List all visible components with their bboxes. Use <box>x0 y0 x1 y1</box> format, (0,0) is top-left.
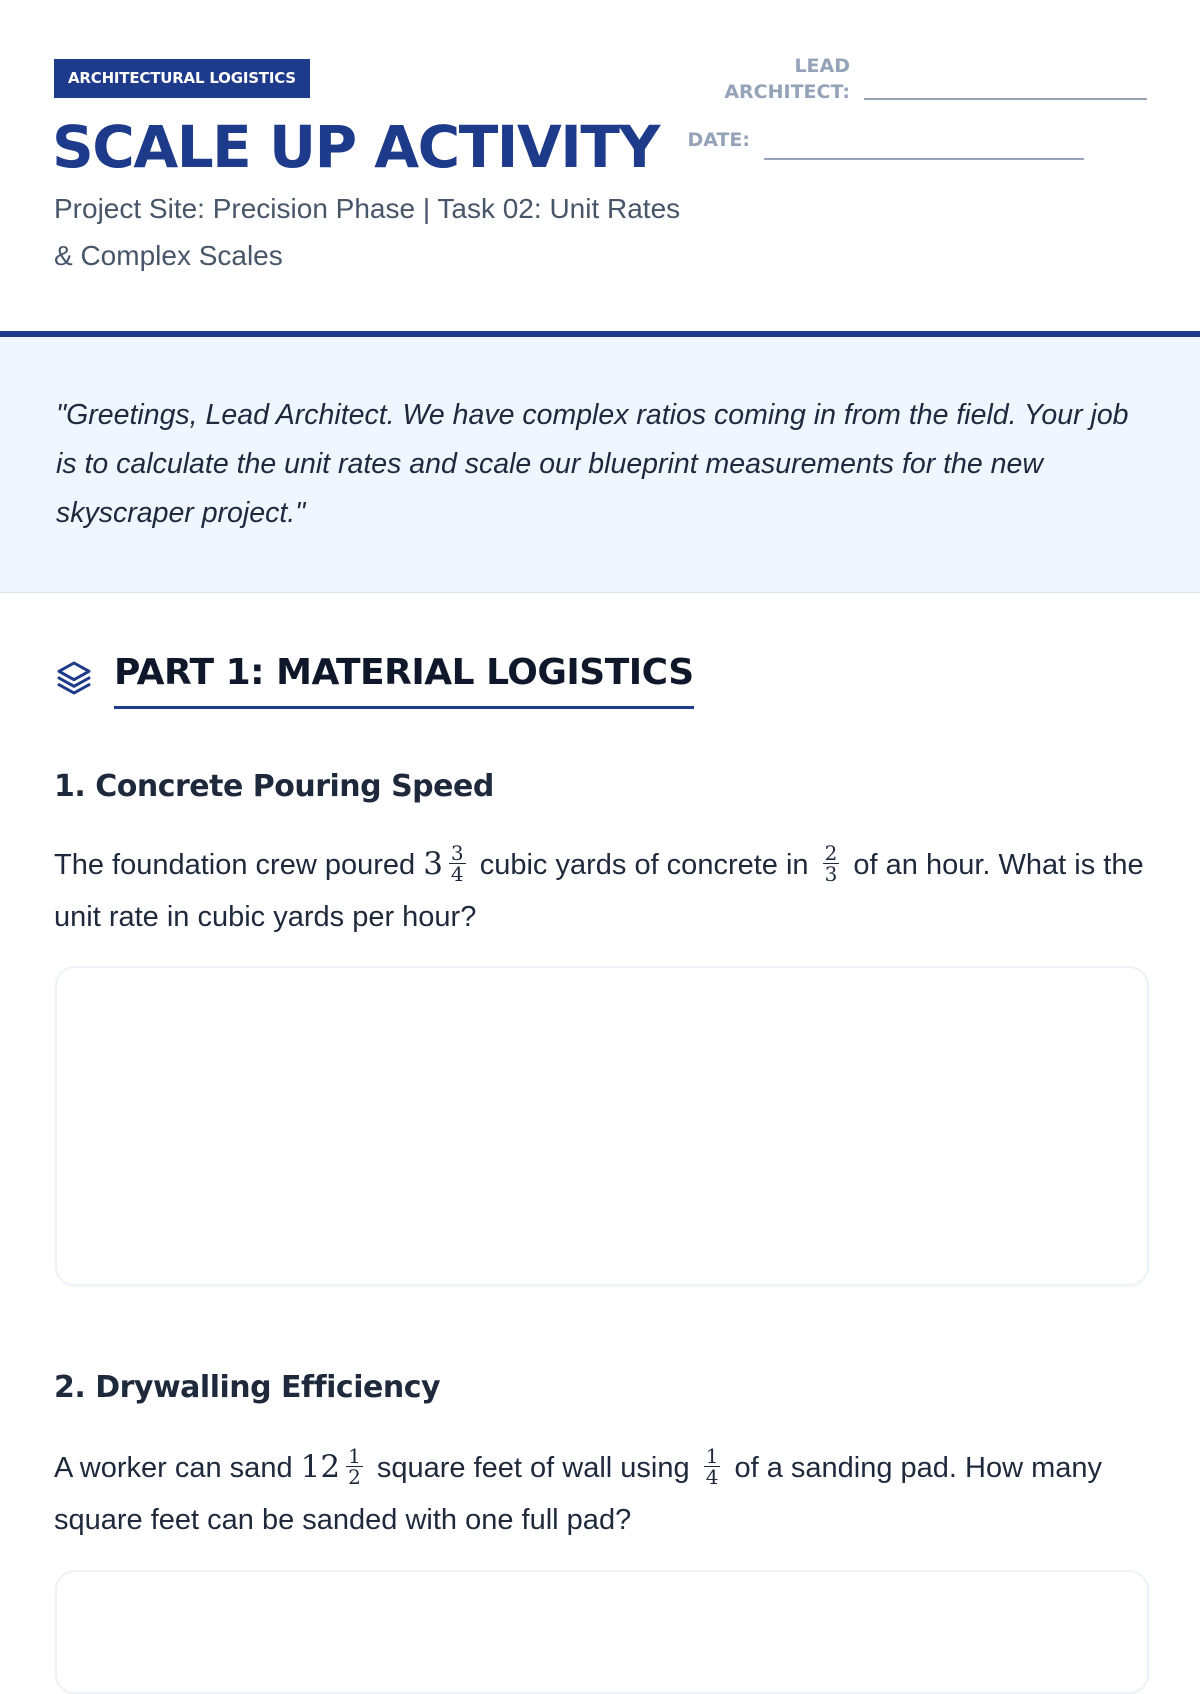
date-field[interactable] <box>764 158 1084 160</box>
fraction-numerator: 3 <box>450 840 464 865</box>
question-2-text-c: of a sanding pad. How many square feet can be sanded with one full pad? <box>54 1452 1103 1536</box>
worksheet-header <box>0 0 1200 334</box>
date-label: DATE: <box>687 129 750 151</box>
intro-quote: "Greetings, Lead Architect. We have complex ratios coming in from the field. Your job is to calculate the unit rates and scale our blueprint measurements for the new skyscraper project." <box>56 399 1129 529</box>
question-2-mixed-fraction <box>346 1443 363 1489</box>
lead-architect-field[interactable] <box>864 98 1147 100</box>
question-1-text <box>54 838 1154 943</box>
fraction-numerator: 1 <box>705 1443 719 1468</box>
question-1-answer-box[interactable] <box>55 966 1149 1286</box>
fraction-denominator: 4 <box>705 1464 719 1489</box>
question-2-text <box>54 1441 1154 1546</box>
fraction-numerator: 1 <box>348 1443 361 1468</box>
intro-banner <box>0 337 1200 593</box>
category-badge: ARCHITECTURAL LOGISTICS <box>54 59 310 98</box>
page-subtitle: Project Site: Precision Phase | Task 02: Unit Rates & Complex Scales <box>54 193 681 271</box>
part1-title: PART 1: MATERIAL LOGISTICS <box>114 650 694 709</box>
question-1-mixed-whole: 3 <box>423 846 443 882</box>
question-1-text-a: The foundation crew poured <box>54 849 424 881</box>
fraction-numerator: 2 <box>824 840 838 865</box>
question-1-text-c: of an hour. What is the unit rate in cubic yards per hour? <box>54 849 1144 933</box>
question-2-mixed-whole: 12 <box>300 1449 341 1485</box>
question-2-text-a: A worker can sand <box>54 1452 301 1484</box>
question-1-fraction <box>823 840 840 886</box>
question-2-text-b: square feet of wall using <box>368 1452 698 1484</box>
fraction-denominator: 2 <box>348 1464 361 1489</box>
question-2-answer-box[interactable] <box>55 1570 1149 1694</box>
question-1-text-b: cubic yards of concrete in <box>471 849 817 881</box>
question-1-title: 1. Concrete Pouring Speed <box>54 769 494 804</box>
fraction-denominator: 4 <box>450 861 464 886</box>
lead-architect-label: LEAD ARCHITECT: <box>724 55 850 103</box>
fraction-denominator: 3 <box>824 861 838 886</box>
page-title: SCALE UP ACTIVITY <box>52 113 659 181</box>
question-2-title: 2. Drywalling Efficiency <box>54 1370 441 1405</box>
question-1-mixed-fraction <box>449 840 466 886</box>
layers-icon <box>54 658 94 698</box>
question-2-fraction <box>704 1443 721 1489</box>
